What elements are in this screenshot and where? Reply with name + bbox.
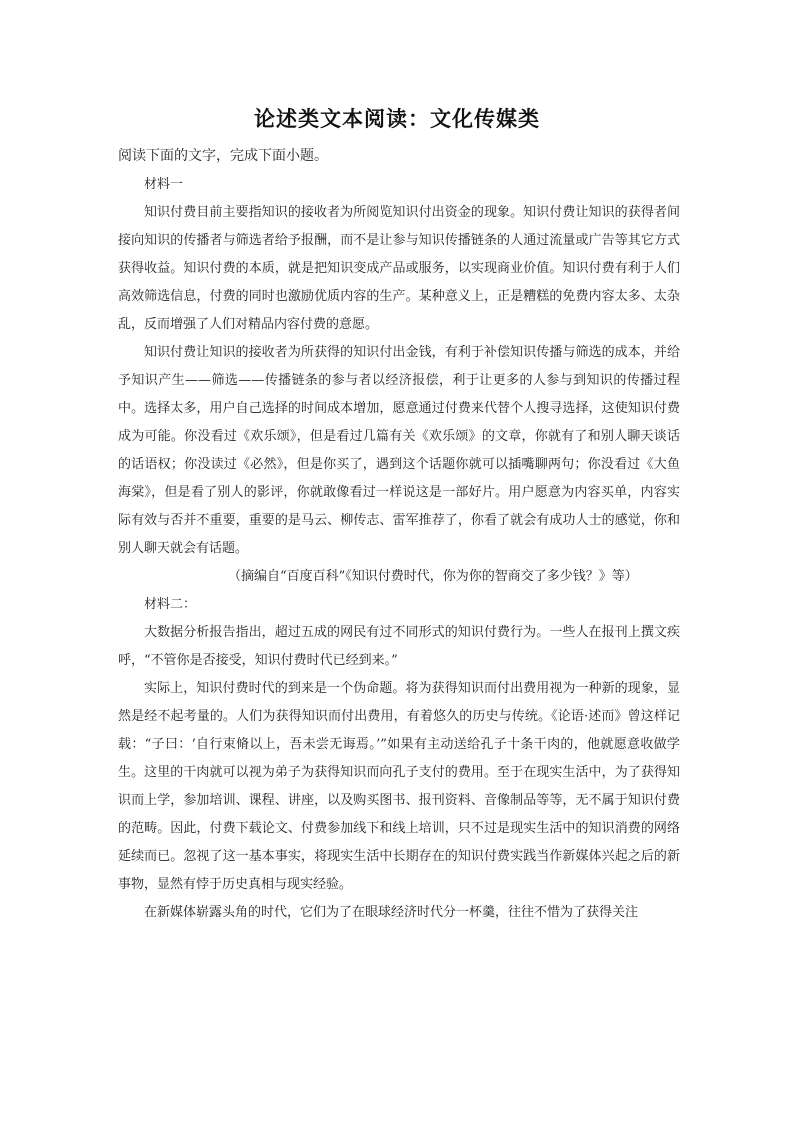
- reading-passage: [118, 171, 680, 927]
- material-one-paragraph-2: 知识付费让知识的接收者为所获得的知识付出金钱，有利于补偿知识传播与筛选的成本，并给予知识产生——筛选——传播链条的参与者以经济报偿，利于让更多的人参与到知识的传播过程中。选择太多，用户自己选择的时间成本增加，愿意通过付费来代替个人搜寻选择，这使知识付费成为可能。你没看过《欢乐颂》，但是看过几篇有关《欢乐颂》的文章，你就有了和别人聊天谈话的话语权；你没读过《必然》，但是你买了，遇到这个话题你就可以插嘴聊两句；你没看过《大鱼海棠》，但是看了别人的影评，你就敢像看过一样说这是一部好片。用户愿意为内容买单，内容实际有效与否并不重要，重要的是马云、柳传志、雷军推荐了，你看了就会有成功人士的感觉，你和别人聊天就会有话题。: [118, 345, 680, 556]
- material-two-paragraph-2: 实际上，知识付费时代的到来是一个伪命题。将为获得知识而付出费用视为一种新的现象，显然是经不起考量的。人们为获得知识而付出费用，有着悠久的历史与传统。《论语·述而》曾这样记载：“子曰：‘自行束脩以上，吾未尝无诲焉。’”如果有主动送给孔子十条干肉的，他就愿意收做学生。这里的干肉就可以视为弟子为获得知识而向孔子支付的费用。至于在现实生活中，为了获得知识而上学，参加培训、课程、讲座，以及购买图书、报刊资料、音像制品等等，无不属于知识付费的范畴。因此，付费下载论文、付费参加线下和线上培训，只不过是现实生活中的知识消费的网络延续而已。忽视了这一基本事实，将现实生活中长期存在的知识付费实践当作新媒体兴起之后的新事物，显然有悖于历史真相与现实经验。: [118, 681, 680, 892]
- material-one-label: 材料一: [144, 177, 184, 192]
- document-title: 论述类文本阅读：文化传媒类: [254, 107, 540, 131]
- material-two-paragraph-1: 大数据分析报告指出，超过五成的网民有过不同形式的知识付费行为。一些人在报刊上撰文疾呼，“不管你是否接受，知识付费时代已经到来。”: [118, 625, 680, 668]
- material-two-label: 材料二：: [144, 597, 197, 612]
- material-two-paragraph-3: 在新媒体崭露头角的时代，它们为了在眼球经济时代分一杯羹，往往不惜为了获得关注: [144, 905, 639, 920]
- material-one-paragraph-1: 知识付费目前主要指知识的接收者为所阅览知识付出资金的现象。知识付费让知识的获得者间接向知识的传播者与筛选者给予报酬，而不是让参与知识传播链条的人通过流量或广告等其它方式获得收益。知识付费的本质，就是把知识变成产品或服务，以实现商业价值。知识付费有利于人们高效筛选信息，付费的同时也激励优质内容的生产。某种意义上，正是糟糕的免费内容太多、太杂乱，反而增强了人们对精品内容付费的意愿。: [118, 205, 680, 332]
- reading-instruction: 阅读下面的文字，完成下面小题。: [118, 148, 328, 164]
- material-one-source: （摘编自“百度百科”《知识付费时代，你为你的智商交了多少钱？》等）: [228, 569, 638, 584]
